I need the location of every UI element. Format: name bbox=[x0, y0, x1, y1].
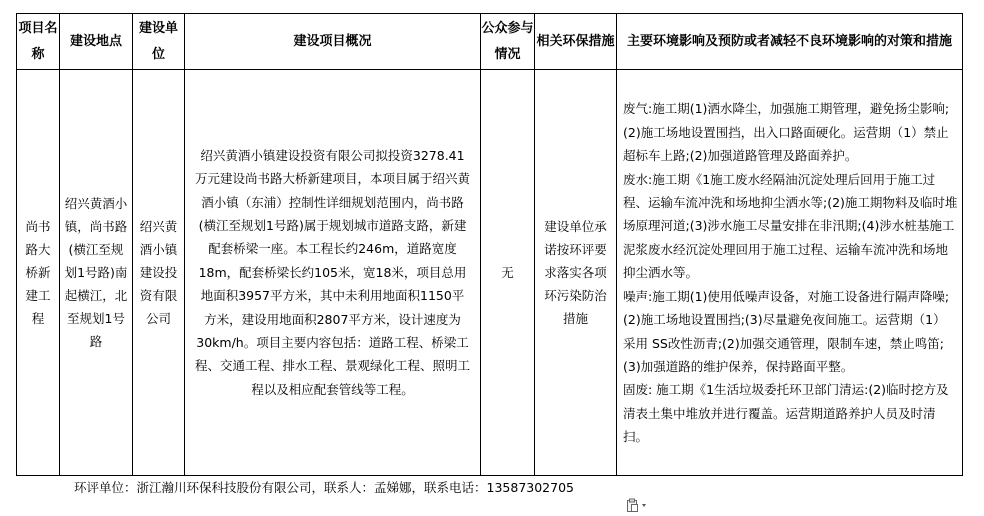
header-project-name: 项目名称 bbox=[17, 14, 60, 70]
cell-location bbox=[60, 70, 133, 476]
cell-impacts bbox=[617, 70, 963, 476]
header-row bbox=[17, 14, 963, 70]
cell-overview bbox=[185, 70, 481, 476]
cell-unit bbox=[133, 70, 185, 476]
impact-air: 废气:施工期(1)洒水降尘，加强施工期管理，避免扬尘影响;(2)施工场地设置围挡，出入口路面硬化。运营期（1）禁止超标车上路;(2)加强道路管理及路面养护。 bbox=[623, 101, 950, 164]
header-public: 公众参与情况 bbox=[481, 14, 535, 70]
impact-water: 废水:施工期《1施工废水经隔油沉淀处理后回用于施工过程、运输车流冲洗和场地抑尘洒水等;(2)施工期物料及临时堆场原理河道;(3)涉水施工尽量安排在非汛期;(4)涉水桩基施工泥浆废水经沉淀处理回用于施工过程、运输车流冲洗和场地抑尘洒水等。 bbox=[623, 171, 958, 281]
header-unit: 建设单位 bbox=[133, 14, 185, 70]
footer-contact: 环评单位：浙江瀚川环保科技股份有限公司，联系人：孟娣娜，联系电话：13587302705 bbox=[74, 480, 574, 495]
project-info-table bbox=[16, 13, 963, 476]
env-measures-text: 建设单位承诺按环评要求落实各项环污染防治措施 bbox=[544, 219, 607, 326]
cell-project-name bbox=[17, 70, 60, 476]
header-env-measures: 相关环保措施 bbox=[535, 14, 617, 70]
table-row bbox=[17, 70, 963, 476]
overview-text: 绍兴黄酒小镇建设投资有限公司拟投资3278.41万元建设尚书路大桥新建项目，本项目属于绍兴黄酒小镇（东浦）控制性详细规划范围内，尚书路(横江至规划1号路)属于规划城市道路支路，新建配套桥梁一座。本工程长约246m，道路宽度18m，配套桥梁长约105米，宽18米，项目总用地面积3957平方米，其中未利用地面积1150平方米，建设用地面积2807平方米，设计速度为30km/h。项目主要内容包括：道路工程、桥梁工程、交通工程、排水工程、景观绿化工程、照明工程以及相应配套管线等工程。 bbox=[195, 147, 471, 397]
public-text: 无 bbox=[501, 265, 514, 280]
unit-text: 绍兴黄酒小镇建设投资有限公司 bbox=[139, 219, 178, 326]
header-overview: 建设项目概况 bbox=[185, 14, 481, 70]
impact-noise: 噪声:施工期(1)使用低噪声设备，对施工设备进行隔声降噪;(2)施工场地设置围挡;(3)尽量避免夜间施工。运营期（1）采用 SS改性沥青;(2)加强交通管理，限制车速，禁止鸣笛;(3)加强道路的维护保养，保持路面平整。 bbox=[623, 288, 950, 374]
impact-solid: 固废: 施工期《1生活垃圾委托环卫部门清运:(2)临时挖方及清表土集中堆放并进行覆盖。运营期道路养护人员及时清扫。 bbox=[623, 382, 949, 445]
header-location: 建设地点 bbox=[60, 14, 133, 70]
header-impacts: 主要环境影响及预防或者减轻不良环境影响的对策和措施 bbox=[617, 14, 963, 70]
impacts-text bbox=[617, 96, 962, 448]
clipboard-paste-icon[interactable] bbox=[626, 497, 652, 511]
cell-env-measures bbox=[535, 70, 617, 476]
cell-public bbox=[481, 70, 535, 476]
location-text: 绍兴黄酒小镇，尚书路(横江至规划1号路)南起横江，北至规划1号路 bbox=[64, 196, 128, 349]
project-name-text: 尚书路大桥新建工程 bbox=[25, 219, 51, 326]
